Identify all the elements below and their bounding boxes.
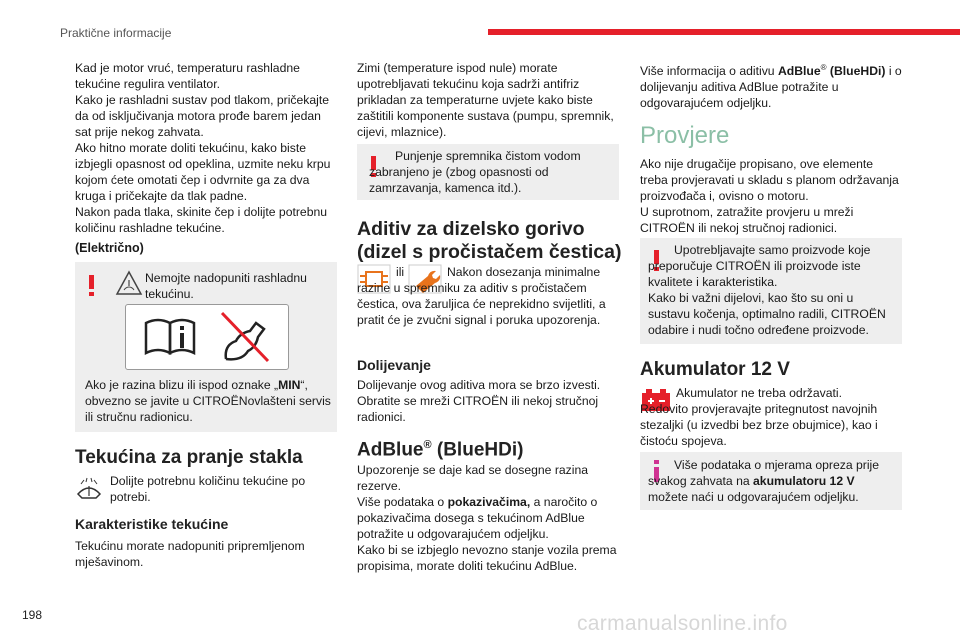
washer-fluid-text: Dolijte potrebnu količinu tekućine po potrebi. xyxy=(110,474,306,504)
checks-warning-text-2: Kako bi važni dijelovi, kao što su oni u sustavu kočenja, optimalno radili, CITROËN odabire i nudi točno određene proizvode. xyxy=(648,291,886,337)
warning-triangle-icon xyxy=(115,270,143,296)
checks-warning-box xyxy=(640,238,902,344)
header-accent-bar xyxy=(488,29,960,35)
fluid-characteristics-text: Tekućinu morate nadopuniti pripremljenom mješavinom. xyxy=(75,539,305,569)
windscreen-washer-icon xyxy=(75,476,103,500)
coolant-intro-text: Kad je motor vruć, temperaturu rashladne tekućine regulira ventilator. Kako je rashladni sustav pod tlakom, pričekajte da od isključivanja motora prođe barem jedan sat prije nekog zahvata. Ako hitno morate doliti tekućinu, kako biste izbjegli opasnost od opeklina, uzmite neku krpu kojom ćete omotati čep i odvrnite ga za dva kruga i pričekajte da tlak padne. Nakon pada tlaka, skinite čep i dolijte potrebnu količinu rashladne tekućine. xyxy=(75,61,331,235)
battery-text: Akumulator ne treba održavati. Redovito provjeravajte pritegnutost navojnih stezaljki (u izvedbi bez brze obujmice), kao i čistoću spojeva. xyxy=(640,386,878,448)
coolant-symbol-panel xyxy=(125,304,289,370)
checks-heading: Provjere xyxy=(640,122,730,149)
adblue-text-1: Upozorenje se daje kad se dosegne razina rezerve. xyxy=(357,463,589,493)
washer-fluid-heading: Tekućina za pranje stakla xyxy=(75,447,303,468)
diesel-additive-text: Nakon dosezanja minimalne razine u spremniku za aditiv s pročistačem čestica, ova žaruljica će neprekidno svijetliti, a pratit će je zvučni signal i poruka upozorenja. xyxy=(357,265,606,327)
refill-heading: Dolijevanje xyxy=(357,357,431,373)
adblue-heading: AdBlue® (BlueHDi) xyxy=(357,439,524,461)
clean-water-warning-box xyxy=(357,144,619,200)
adblue-more-info-text: Više informacija o aditivu AdBlue® (BlueHDi) i o dolijevanju aditiva AdBlue potražite u odgovarajućem odjeljku. xyxy=(640,63,902,111)
electric-label: (Električno) xyxy=(75,241,144,255)
page-number: 198 xyxy=(22,608,43,622)
site-watermark: carmanualsonline.info xyxy=(577,612,788,635)
winter-fluid-text: Zimi (temperature ispod nule) morate upotrebljavati tekućinu koja sadrži antifriz prikladan za temperaturne uvjete kako biste zaštitili komponente sustava (pumpu, spremnik, cijevi, mlaznice). xyxy=(357,61,614,139)
fluid-characteristics-heading: Karakteristike tekućine xyxy=(75,516,229,532)
warning-exclamation-icon xyxy=(89,275,94,296)
coolant-warning-box xyxy=(75,262,337,432)
checks-text: Ako nije drugačije propisano, ove elemente treba provjeravati u skladu s planom održavanja proizvođača i, ovisno o motoru. U suprotnom, zatražite provjeru u mreži CITROËN ili nekoj stručnoj radionici. xyxy=(640,157,899,235)
adblue-text-3: Kako bi se izbjeglo nevozno stanje vozila prema propisima, morate doliti tekućinu AdBlue. xyxy=(357,543,617,573)
battery-heading: Akumulator 12 V xyxy=(640,359,790,380)
no-coolant-refill-icon xyxy=(214,309,274,365)
battery-info-text: Više podataka o mjerama opreza prije svakog zahvata na akumulatoru 12 V možete naći u odgovarajućem odjeljku. xyxy=(648,458,880,504)
adblue-text-2: Više podataka o pokazivačima, a naročito o pokazivačima dosega s tekućinom AdBlue potražite u odgovarajućem odjeljku. xyxy=(357,495,598,541)
coolant-min-warning-text: Ako je razina blizu ili ispod oznake „MIN“, obvezno se javite u CITROËNovlašteni servis ili stručnu radionicu. xyxy=(85,378,331,424)
clean-water-warning-text: Punjenje spremnika čistom vodom zabranjeno je (zbog opasnosti od zamrzavanja, kamenca itd.). xyxy=(369,149,581,195)
diesel-or-label: ili xyxy=(396,265,405,279)
page-header-title: Praktične informacije xyxy=(60,26,172,40)
battery-info-box xyxy=(640,452,902,510)
coolant-warning-text: Nemojte nadopuniti rashladnu tekućinu. xyxy=(145,271,307,301)
diesel-additive-heading: Aditiv za dizelsko gorivo (dizel s pročistačem čestica) xyxy=(357,218,622,263)
refill-text: Dolijevanje ovog aditiva mora se brzo izvesti. Obratite se mreži CITROËN ili nekoj stručnoj radionici. xyxy=(357,378,601,424)
checks-warning-text-1: Upotrebljavajte samo proizvode koje preporučuje CITROËN ili proizvode iste kvalitete i karakteristika. xyxy=(648,243,871,289)
